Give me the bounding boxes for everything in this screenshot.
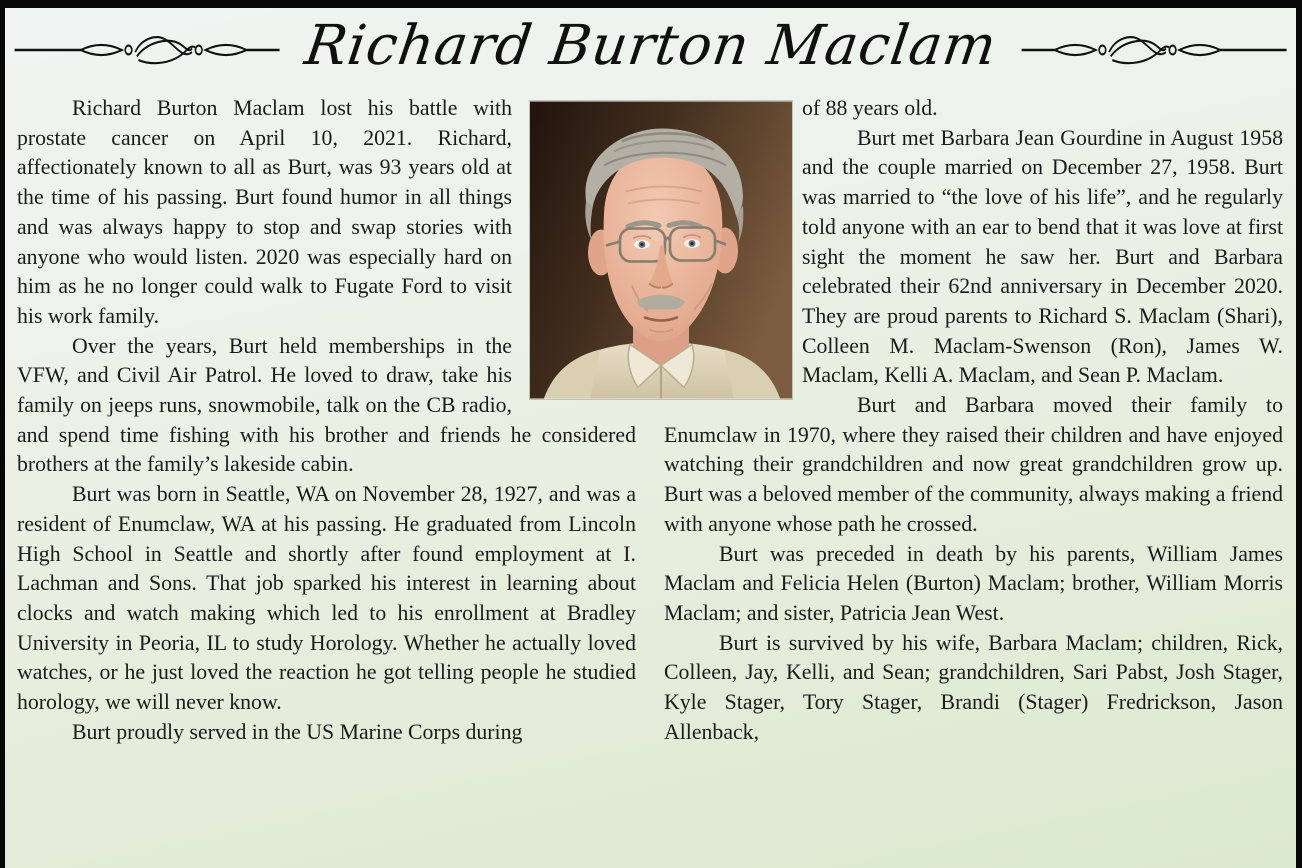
obit-paragraph: of 88 years old. bbox=[802, 96, 938, 120]
obit-paragraph: Burt and Barbara moved their family to Enumclaw in 1970, where they raised their children and have enjoyed watching their grandchildren and now great grandchildren grow up. Burt was a beloved member of the community, always making a friend with anyone whose path he crossed. bbox=[664, 393, 1283, 536]
obit-paragraph: Burt is survived by his wife, Barbara Maclam; children, Rick, Colleen, Jay, Kelli, and Sean; grandchildren, Sari Pabst, Josh Stager, Kyle Stager, Tory Stager, Brandi (Stager) Fredrickson, Jason Allenback, bbox=[664, 630, 1283, 744]
obit-paragraph: Burt was preceded in death by his parents, William James Maclam and Felicia Helen (Burton) Maclam; brother, William Morris Maclam; and sister, Patricia Jean West. bbox=[664, 541, 1283, 625]
obit-paragraph: Burt proudly served in the US Marine Corps during bbox=[72, 719, 523, 744]
flourish-left-icon bbox=[13, 32, 281, 68]
obituary-title: Richard Burton Maclam bbox=[301, 13, 1002, 77]
portrait-photo bbox=[530, 101, 792, 399]
obit-paragraph: Richard Burton Maclam lost his battle with prostate cancer on April 10, 2021. Richard, affectionately known to all as Burt, was 93 years old at the time of his passing. Burt found humor in all things and was always happy to stop and swap stories with anyone who would listen. 2020 was especially hard on him as he no longer could walk to Fugate Ford to visit his work family. bbox=[17, 96, 512, 328]
header bbox=[5, 8, 1296, 92]
obit-paragraph: Burt met Barbara Jean Gourdine in August 1958 and the couple married on December 27, 1958. Burt was married to “the love of his life”, and he regularly told anyone with an ear to bend that it was love at first sight the moment he saw her. Burt and Barbara celebrated their 62nd anniversary in December 2020. They are proud parents to Richard S. Maclam (Shari), Colleen M. Maclam-Swenson (Ron), James W. Maclam, Kelli A. Maclam, and Sean P. Maclam. bbox=[802, 125, 1283, 388]
obit-paragraph: Burt was born in Seattle, WA on November 28, 1927, and was a resident of Enumclaw, WA at his passing. He graduated from Lincoln High School in Seattle and shortly after found employment at I. Lachman and Sons. That job sparked his interest in learning about clocks and watch making which led to his enrollment at Bradley University in Peoria, IL to study Horology. Whether he actually loved watches, or he just loved the reaction he got telling people he studied horology, we will never know. bbox=[17, 482, 636, 715]
obit-paragraph: Over the years, Burt held memberships in the VFW, and Civil Air Patrol. He loved to draw, take his family on jeeps runs, snowmobile, talk on the CB radio, and spend time fishing with his brother and friends he considered brothers at the family’s lakeside cabin. bbox=[17, 333, 636, 477]
flourish-right-icon bbox=[1020, 32, 1288, 68]
